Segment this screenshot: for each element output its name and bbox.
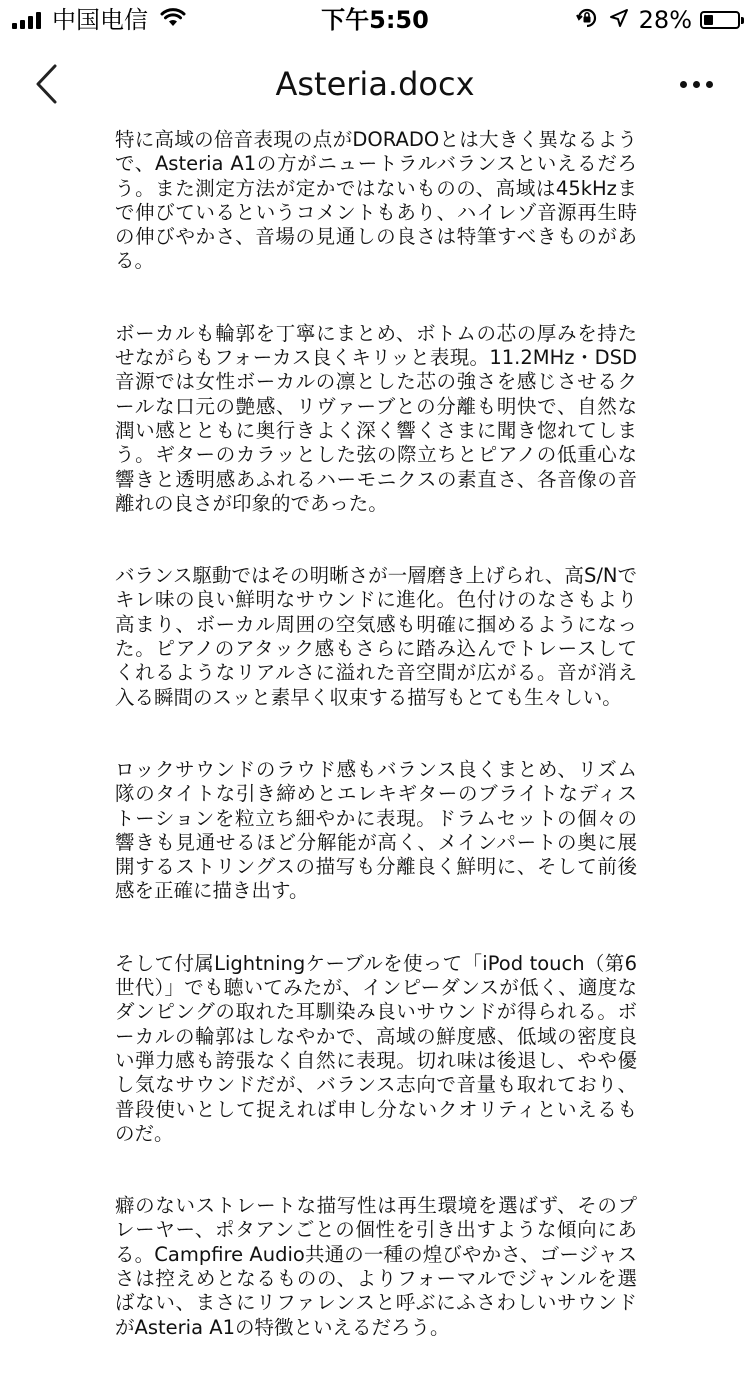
document-title: Asteria.docx: [275, 65, 475, 103]
rotation-lock-icon: [575, 6, 599, 34]
document-paragraph: ロックサウンドのラウド感もバランス良くまとめ、リズム隊のタイトな引き締めとエレキギターのブライトなディストーションを粒立ち細やかに表現。ドラムセットの個々の響きも見通せるほど分解能が高く、メインパートの奥に展開するストリングスの描写も分離良く鮮明に、そして前後感を正確に描き出す。: [115, 757, 637, 903]
more-options-button[interactable]: [672, 66, 720, 102]
battery-percent: 28%: [638, 6, 692, 34]
document-paragraph: そして付属Lightningケーブルを使って「iPod touch（第6世代）」でも聴いてみたが、インピーダンスが低く、適度なダンピングの取れた耳馴染み良いサウンドが得られる。ボーカルの輪郭はしなやかで、高域の鮮度感、低域の密度良い弾力感も誇張なく自然に表現。切れ味は後退し、やや優し気なサウンドだが、バランス志向で音量も取れており、普段使いとして捉えれば申し分ないクオリティといえるものだ。: [115, 951, 637, 1145]
battery-icon: [700, 11, 740, 29]
status-bar: [0, 0, 750, 40]
navigation-bar: [0, 40, 750, 128]
document-paragraph: バランス駆動ではその明晰さが一層磨き上げられ、高S/Nでキレ味の良い鮮明なサウンドに進化。色付けのなさもより高まり、ボーカル周囲の空気感も明確に掴めるようになった。ピアノのアタック感もさらに踏み込んでトレースしてくれるようなリアルさに溢れた音空間が広がる。音が消え入る瞬間のスッと素早く収束する描写もとても生々しい。: [115, 564, 637, 709]
clock: 下午5:50: [321, 6, 429, 34]
location-icon: [609, 8, 629, 32]
document-paragraph: ボーカルも輪郭を丁寧にまとめ、ボトムの芯の厚みを持たせながらもフォーカス良くキリッと表現。11.2MHz・DSD音源では女性ボーカルの凛とした芯の強さを感じさせるクールな口元の艶感、リヴァーブとの分離も明快で、自然な潤い感とともに奥行きよく深く響くさまに聞き惚れてしまう。ギターのカラッとした弦の際立ちとピアノの低重心な響きと透明感あふれるハーモニクスの素直さ、各音像の音離れの良さが印象的であった。: [115, 321, 637, 515]
chevron-left-icon: [33, 63, 59, 105]
carrier-name: 中国电信: [52, 6, 148, 34]
more-horizontal-icon: [677, 81, 716, 88]
document-paragraph: 癖のないストレートな描写性は再生環境を選ばず、そのプレーヤー、ポタアンごとの個性を引き出すような傾向にある。Campfire Audio共通の一種の煌びやかさ、ゴージャスさは控えめとなるものの、よりフォーマルでジャンルを選ばない、まさにリファレンスと呼ぶにふさわしいサウンドがAsteria A1の特徴といえるだろう。: [115, 1194, 637, 1339]
document-content[interactable]: [115, 128, 637, 1388]
back-button[interactable]: [22, 58, 70, 110]
document-paragraph: 特に高域の倍音表現の点がDORADOとは大きく異なるようで、Asteria A1の方がニュートラルバランスといえるだろう。また測定方法が定かではないものの、高域は45kHzまで伸びているというコメントもあり、ハイレゾ音源再生時の伸びやかさ、音場の見通しの良さは特筆すべきものがある。: [115, 128, 637, 273]
status-right: [575, 6, 740, 34]
